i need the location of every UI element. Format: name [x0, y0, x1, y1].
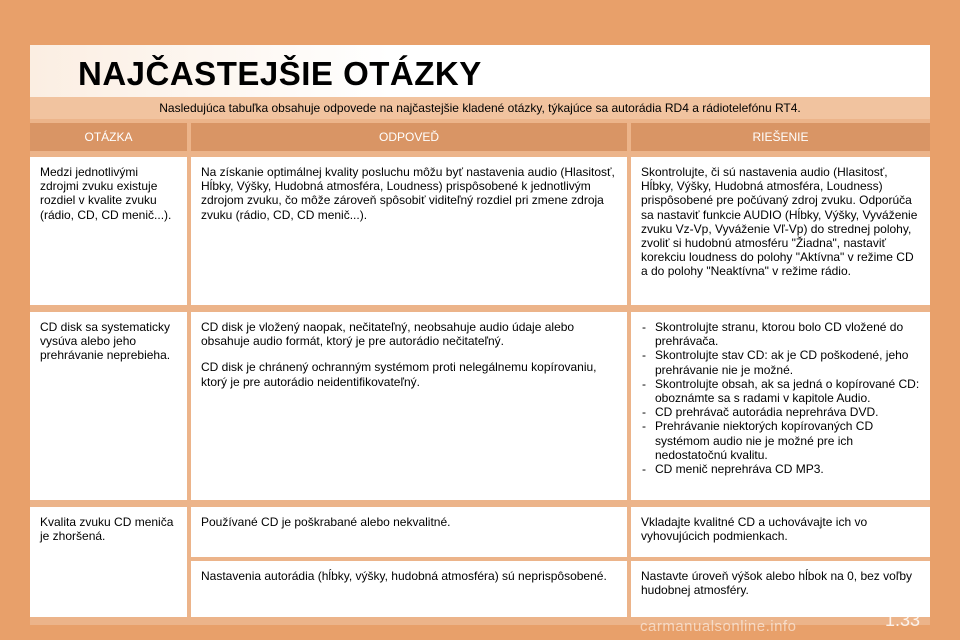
- row-1-question: [30, 157, 187, 305]
- row-3-question-text: Kvalita zvuku CD meniča je zhoršená.: [40, 515, 174, 544]
- row-1-question-text: Medzi jednotlivými zdrojmi zvuku existuje rozdiel v kvalite zvuku (rádio, CD, CD menič...).: [40, 165, 172, 222]
- row-2-answer: [191, 312, 627, 500]
- row-3a-solution-text: Vkladajte kvalitné CD a uchovávajte ich vo vyhovujúcich podmienkach.: [641, 515, 868, 544]
- row-1-answer: [191, 157, 627, 305]
- row-3b-answer-text: Nastavenia autorádia (hĺbky, výšky, hudobná atmosféra) sú neprispôsobené.: [201, 569, 607, 583]
- watermark: carmanualsonline.info: [640, 618, 797, 635]
- row-3a-answer-text: Používané CD je poškrabané alebo nekvalitné.: [201, 515, 451, 529]
- row-2-answer-text-1: CD disk je vložený naopak, nečitateľný, neobsahuje audio údaje alebo obsahuje audio formát, ktorý je pre autorádio nečitateľný.: [201, 320, 575, 349]
- solution-list-item: - CD prehrávač autorádia neprehráva DVD.: [641, 405, 920, 419]
- row-3b-solution: [631, 561, 930, 617]
- header-answer: ODPOVEĎ: [191, 123, 627, 151]
- row-3b-solution-text: Nastavte úroveň výšok alebo hĺbok na 0, bez voľby hudobnej atmosféry.: [641, 569, 912, 598]
- row-1-answer-text: Na získanie optimálnej kvality posluchu môžu byť nastavenia audio (Hlasitosť, Hĺbky, Výšky, Hudobná atmosféra, Loudness) prispôsobené k jednotlivým zdrojom zvuku, čo môže zároveň spôsobiť viditeľný rozdiel pri zmene zdroja zvuku (rádio, CD, CD menič...).: [201, 165, 615, 222]
- intro-text: Nasledujúca tabuľka obsahuje odpovede na najčastejšie kladené otázky, týkajúce sa autorádia RD4 a rádiotelefónu RT4.: [30, 97, 930, 119]
- row-2-answer-text-2: CD disk je chránený ochranným systémom proti nelegálnemu kopírovaniu, ktorý je pre autorádio neidentifikovateľný.: [201, 360, 597, 389]
- solution-list-item: - Skontrolujte stranu, ktorou bolo CD vložené do prehrávača.: [641, 320, 920, 348]
- header-question: OTÁZKA: [30, 123, 187, 151]
- row-3-question: [30, 507, 187, 617]
- solution-list-item: - Prehrávanie niektorých kopírovaných CD systémom audio nie je možné pre ich nedostatočnú kvalitu.: [641, 419, 920, 462]
- row-3a-solution: [631, 507, 930, 557]
- row-2-question: [30, 312, 187, 500]
- solution-list-item: - Skontrolujte obsah, ak sa jedná o kopírované CD: oboznámte sa s radami v kapitole Audio.: [641, 377, 920, 405]
- solution-list-item: - CD menič neprehráva CD MP3.: [641, 462, 920, 476]
- solution-list-item: - Skontrolujte stav CD: ak je CD poškodené, jeho prehrávanie nie je možné.: [641, 348, 920, 376]
- page-title: NAJČASTEJŠIE OTÁZKY: [78, 55, 482, 92]
- row-3b-answer: [191, 561, 627, 617]
- row-1-solution: [631, 157, 930, 305]
- row-2-solution: [631, 312, 930, 500]
- row-1-solution-text: Skontrolujte, či sú nastavenia audio (Hlasitosť, Hĺbky, Výšky, Hudobná atmosféra, Loudness) prispôsobené pre počúvaný zdroj zvuku. Odporúča sa nastaviť funkcie AUDIO (Hĺbky, Výšky, Vyváženie zvuku Vz-Vp, Vyváženie Vľ-Vp) do strednej polohy, zvoliť si hudobnú atmosféru "Žiadna", nastaviť korekciu loudness do polohy "Aktívna" v režime CD a do polohy "Neaktívna" v režime rádio.: [641, 165, 918, 279]
- row-2-question-text: CD disk sa systematicky vysúva alebo jeho prehrávanie neprebieha.: [40, 320, 171, 363]
- page-number: 1.33: [884, 610, 920, 630]
- row-3a-answer: [191, 507, 627, 557]
- header-solution: RIEŠENIE: [631, 123, 930, 151]
- row-2-solution-list: [641, 320, 920, 476]
